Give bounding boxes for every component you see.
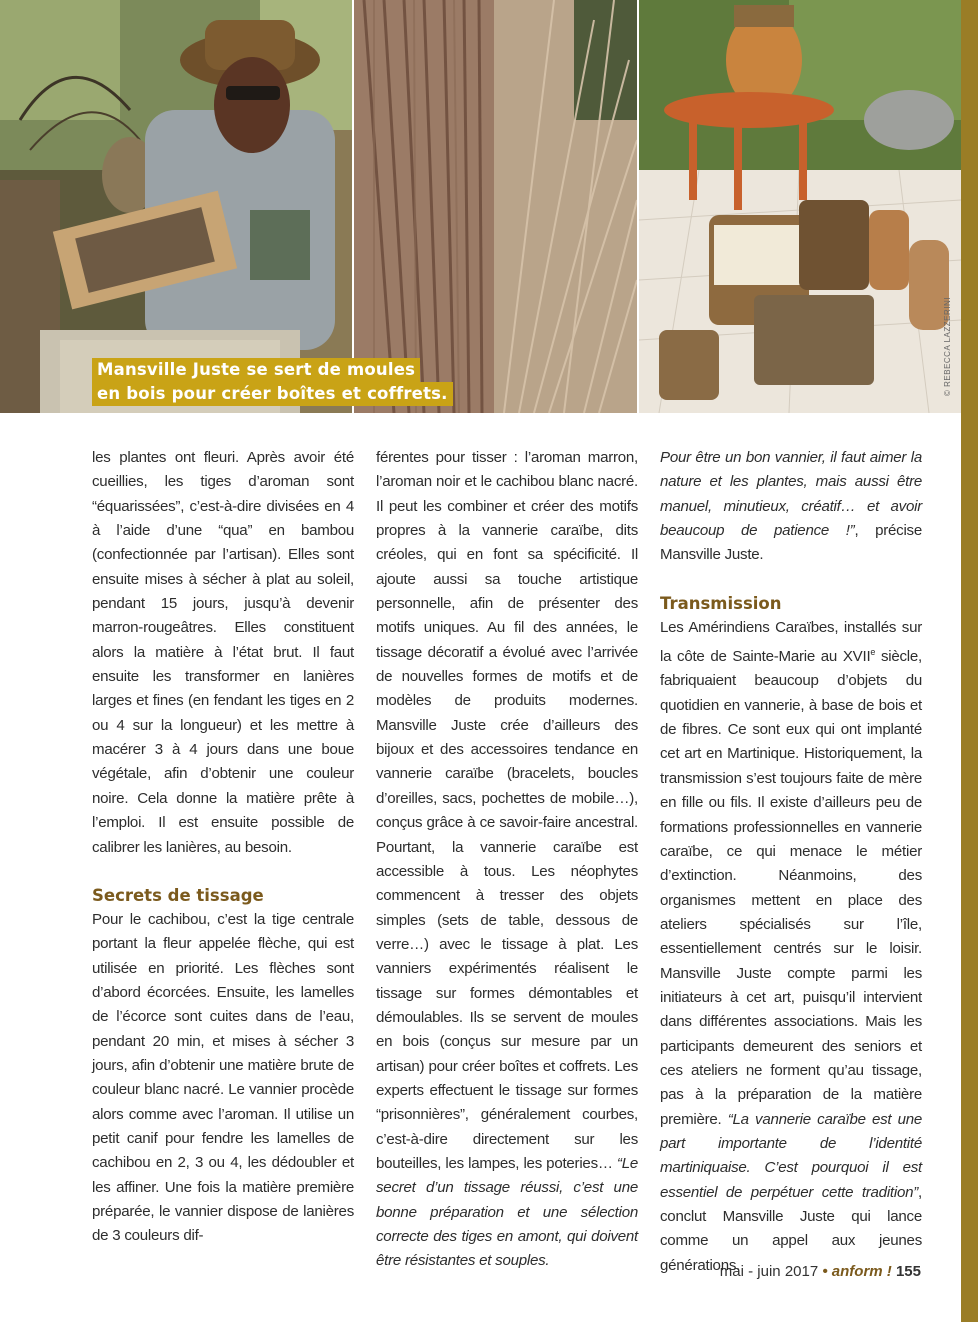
caption-line-2: en bois pour créer boîtes et coffrets. (92, 382, 453, 406)
caption-line-1: Mansville Juste se sert de moules (92, 358, 420, 382)
paragraph-text: férentes pour tisser : l’aroman marron, l’aroman noir et le cachibou blanc nacré. Il peut les combiner et créer des motifs propres à la vannerie caraïbe, dits créoles, qui en font sa spécificité. Il ajoute aussi sa touche artistique personnelle, afin de présenter des motifs uniques. Au fil des années, le tissage décoratif a évolué avec l’arrivée de nouvelles formes de motifs et de modèles de produits modernes. Mansville Juste crée d’ailleurs des bijoux et des accessoires tendance en vannerie caraïbe (bracelets, boucles d’oreilles, sacs, pochettes de mobile…), conçus grâce à ce savoir-faire ancestral. Pourtant, la vannerie caraïbe est accessible à tous. Les néophytes commencent à tresser des objets simples (sets de table, dessous de verre…) avec le tissage à plat. Les vanniers expérimentés réalisent le tissage sur formes démontables et démoulables. Ils se servent de moules en bois (conçus sur mesure par un artisan) pour créer boîtes et coffrets. Les experts effectuent le tissage sur formes “prisonnières”, généralement courbes, c’est-à-dire directement sur les bouteilles, les lampes, les poteries… (376, 449, 638, 1172)
page-footer (720, 1263, 921, 1280)
paragraph: Pour le cachibou, c’est la tige centrale portant la fleur appelée flèche, qui est utilisée en priorité. Les flèches sont d’abord écorcées. Ensuite, les lamelles de l’écorce sont cuites dans de l’eau, pendant 20 min, et mises à sécher 3 jours, afin d’obtenir une matière brute de couleur blanc nacré. Le vannier procède alors comme avec l’aroman. Il utilise un petit canif pour fendre les lamelles de cachibou en 2, 3 ou 4, les dédoubler et les affiner. Une fois la matière première préparée, le vannier dispose de lanières de 3 couleurs dif- (92, 910, 354, 1245)
quote: Pour être un bon vannier, il faut aimer la nature et les plantes, mais aussi être manuel, minutieux, créatif… et avoir beaucoup de patience !” (660, 449, 922, 540)
dried-aroman-stems-photo-icon (354, 0, 637, 413)
artisan-photo (0, 0, 352, 413)
century-superscript: e (870, 647, 876, 658)
page-edge-bar (961, 0, 978, 1322)
artisan-with-wooden-mould-photo-icon (0, 0, 352, 413)
paragraph-text: siècle, fabriquaient beaucoup d’objets du quotidien en vannerie, à base de bois et de fibres. Ce sont eux qui ont implanté cet art en Martinique. Historiquement, la transmission s’est toujours faite de mère en fille ou fils. Il existe d’ailleurs peu de formations professionnelles en vannerie caraïbe, ce qui menace le métier d’extinction. Néanmoins, des organismes mettent en place des ateliers spécialisés sur l’île, essentiellement centrés sur le loisir. Mansville Juste compte parmi les initiateurs à cet art, puisqu’il intervient dans différentes associations. Mais les participants demeurent des seniors et ces ateliers ne forment qu’au tissage, pas à la préparation de la matière première. (660, 648, 922, 1128)
issue-date: mai - juin 2017 (719, 1263, 819, 1280)
basketry-display-photo (639, 0, 961, 413)
paragraph-text: Les Amérindiens Caraïbes, installés sur la côte de Sainte-Marie au XVII (660, 618, 922, 666)
section-heading-secrets: Secrets de tissage (92, 885, 264, 905)
photo-caption (92, 358, 453, 406)
text-column-3 (660, 446, 922, 1278)
aroman-stems-photo (354, 0, 637, 413)
text-column-1 (92, 446, 354, 1249)
quote: “La vannerie caraïbe est une part importante de l’identité martiniquaise. C’est pourquoi il est essentiel de perpétuer cette tradition” (660, 1110, 922, 1201)
quote: “Le secret d’un tissage réussi, c’est une bonne préparation et une sélection correcte des tiges en amont, qui doivent être résistantes et souples. (376, 1154, 638, 1270)
section-heading-transmission: Transmission (660, 593, 782, 613)
text-column-2 (376, 446, 638, 1274)
paragraph (376, 446, 638, 1274)
paragraph: les plantes ont fleuri. Après avoir été cueillies, les tiges d’aroman sont “équarissées”, c’est-à-dire divisées en 4 à l’aide d’une “qua” en bambou (confectionnée par l’artisan). Elles sont ensuite mises à sécher à plat au soleil, pendant 15 jours, jusqu’à devenir marron-rougeâtres. Elles constituent alors la matière à l’état brut. Il faut ensuite les transformer en lanières larges et fines (en fendant les tiges en 2 ou 4 sur la longueur) et les mettre à macérer 3 à 4 jours dans une boue végétale, afin d’obtenir une couleur noire. Cela donne la matière prête à l’emploi. Il est ensuite possible de calibrer les lanières, au besoin. (92, 449, 354, 856)
photo-credit: © REBECCA LAZZERINI (943, 297, 952, 396)
magazine-name: anform ! (831, 1263, 892, 1280)
paragraph-text: , conclut Mansville Juste qui lance comme un appel aux jeunes générations. (660, 1183, 922, 1274)
basketry-objects-display-photo-icon (639, 0, 961, 413)
paragraph (660, 616, 922, 1278)
paragraph-text: , précise Mansville Juste. (660, 522, 922, 564)
paragraph (660, 446, 922, 568)
page-number: 155 (895, 1263, 921, 1280)
footer-bullet: • (822, 1263, 828, 1280)
